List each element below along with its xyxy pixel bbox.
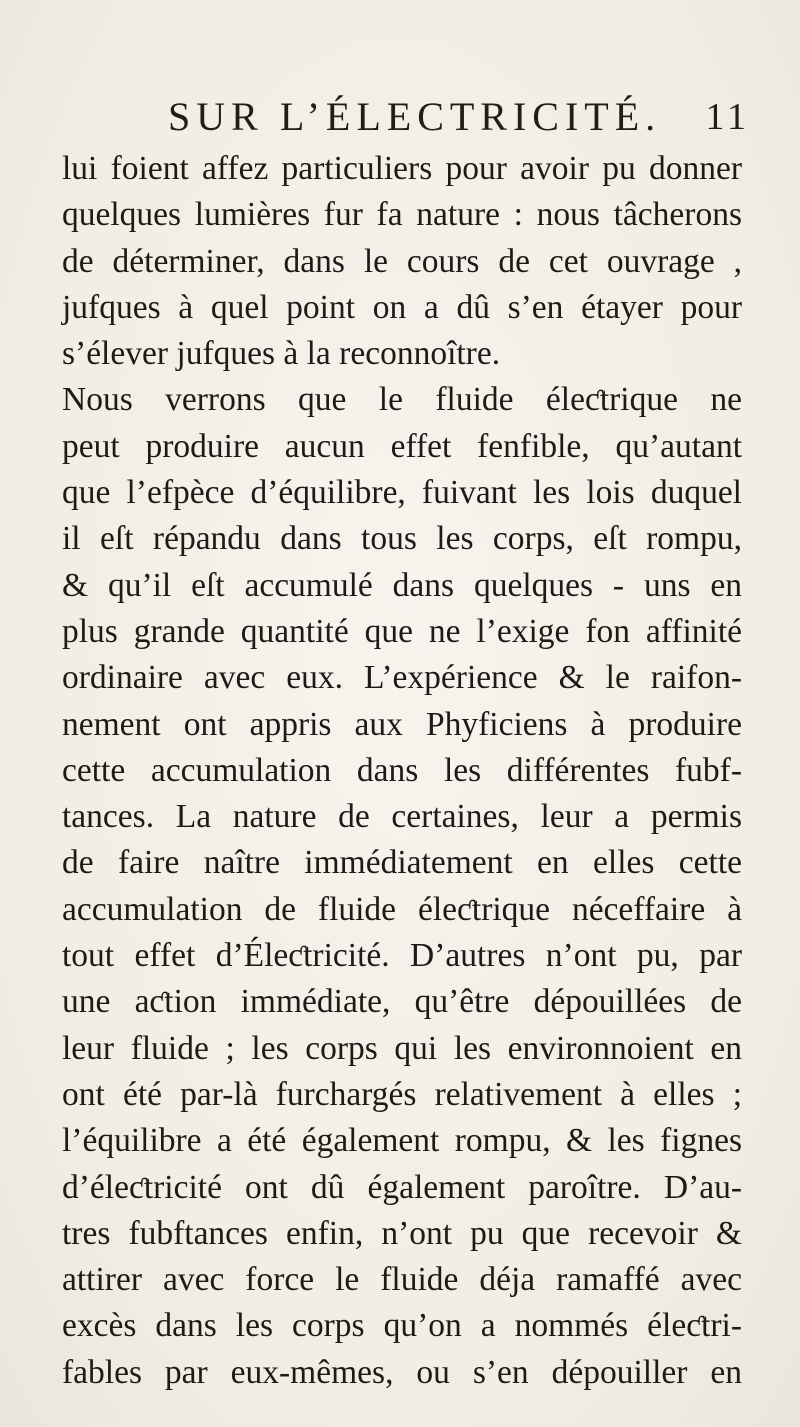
text-line: il eſt répandu dans tous les corps, eſt rompu, <box>62 520 742 558</box>
text-line: plus grande quantité que ne l’exige fon affinité <box>62 612 742 650</box>
text-line: ont été par-là furchargés relativement à elles ; <box>62 1075 742 1113</box>
text-line: que l’efpèce d’équilibre, fuivant les lois duquel <box>62 474 742 512</box>
body-text <box>62 146 742 1396</box>
running-head <box>60 92 760 142</box>
text-line: cette accumulation dans les différentes fubf- <box>62 751 742 789</box>
text-line: attirer avec force le fluide déja ramaffé avec <box>62 1261 742 1299</box>
text-line: ordinaire avec eux. L’expérience & le raifon- <box>62 659 742 697</box>
text-line: accumulation de fluide éleƈtrique néceffaire à <box>62 890 742 928</box>
text-line: peut produire aucun effet fenfible, qu’autant <box>62 427 742 465</box>
text-line: d’éleƈtricité ont dû également paroître. D’au- <box>62 1168 742 1206</box>
page-number: 11 <box>705 96 750 138</box>
text-line: lui foient affez particuliers pour avoir pu donner <box>62 150 742 187</box>
text-line: l’équilibre a été également rompu, & les fignes <box>62 1122 742 1160</box>
text-line: s’élever jufques à la reconnoître. <box>62 335 501 373</box>
text-line: & qu’il eſt accumulé dans quelques - uns en <box>62 566 742 604</box>
text-line: tout effet d’Éleƈtricité. D’autres n’ont pu, par <box>62 937 742 975</box>
text-line: fables par eux-mêmes, ou s’en dépouiller en <box>62 1353 742 1391</box>
text-line: excès dans les corps qu’on a nommés éleƈtri- <box>62 1307 742 1345</box>
text-line: de déterminer, dans le cours de cet ouvrage , <box>62 242 742 280</box>
text-line: une aƈtion immédiate, qu’être dépouillées de <box>62 983 742 1021</box>
text-line: nement ont appris aux Phyficiens à produire <box>62 705 742 743</box>
text-line: jufques à quel point on a dû s’en étayer pour <box>62 288 742 326</box>
text-line: tres fubftances enfin, n’ont pu que recevoir & <box>62 1214 742 1252</box>
text-line: leur fluide ; les corps qui les environnoient en <box>62 1029 742 1067</box>
text-line: quelques lumières fur fa nature : nous tâcherons <box>62 196 742 234</box>
text-line: de faire naître immédiatement en elles cette <box>62 844 742 882</box>
text-line: Nous verrons que le fluide éleƈtrique ne <box>62 381 742 419</box>
text-line: tances. La nature de certaines, leur a permis <box>62 798 742 836</box>
running-title: SUR L’ÉLECTRICITÉ. <box>168 94 662 139</box>
